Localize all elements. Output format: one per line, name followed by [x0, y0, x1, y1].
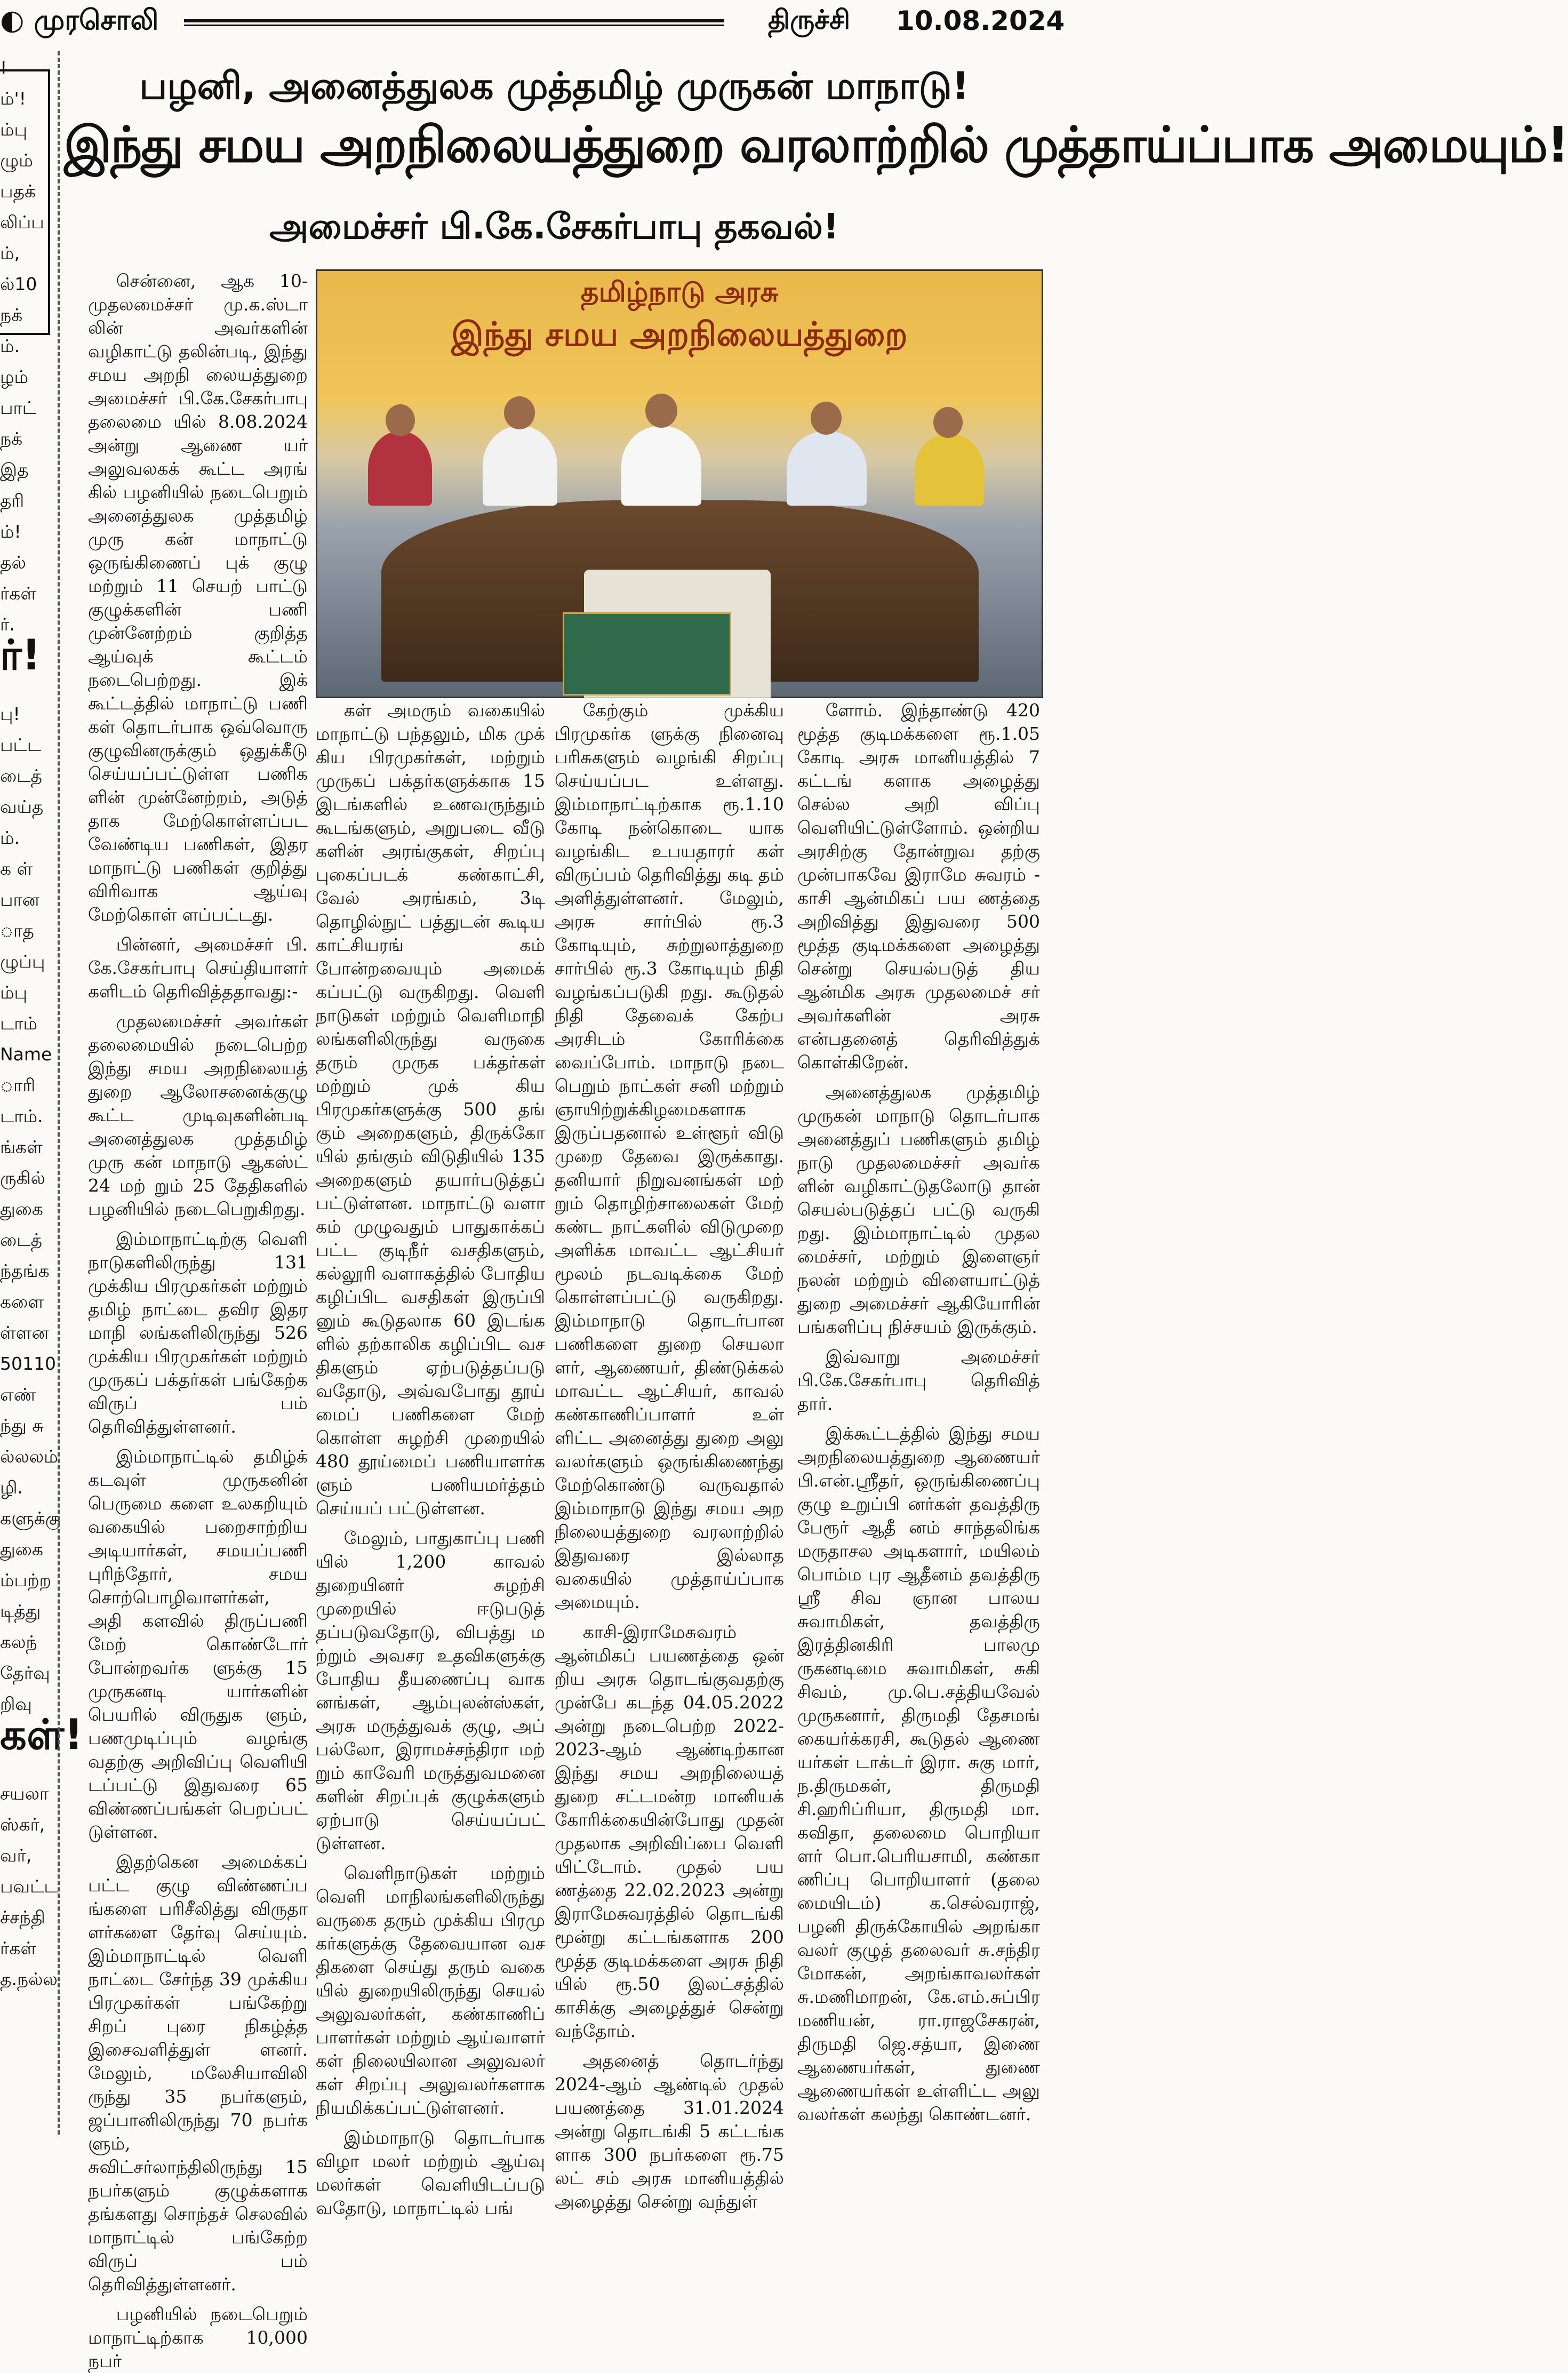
adjacent-text-fragment: ல்லலம்: [0, 1446, 58, 1467]
adjacent-text-fragment: ல்10: [0, 274, 37, 294]
adjacent-text-fragment: ாரி: [0, 1075, 36, 1096]
official-head: [504, 396, 535, 429]
official-head: [933, 407, 963, 438]
adjacent-text-fragment: ம்பற்ற: [0, 1570, 52, 1591]
adjacent-text-fragment: ங்கள்: [0, 1137, 43, 1157]
adjacent-text-fragment: டைத்: [0, 1229, 42, 1250]
adjacent-text-fragment: ர்கள்: [0, 1938, 37, 1959]
adjacent-text-fragment: ருகில்: [0, 1168, 46, 1188]
official-figure: [483, 426, 557, 506]
edition-date: 10.08.2024: [896, 5, 1065, 36]
adjacent-text-fragment: ழம்: [0, 366, 29, 387]
adjacent-text-fragment: தேர்வு: [0, 1663, 50, 1683]
adjacent-text-fragment: சயலா: [0, 1783, 49, 1804]
adjacent-text-fragment: தரி: [0, 490, 25, 511]
article-paragraph: வெளிநாடுகள் மற்றும் வெளி மாநிலங்களிலிருந்து வருகை தரும் முக்கிய பிரமு கர்களுக்கு தேவையான வச திகளை செய்து தரும் வகை யில் துறையிலிருந்து செயல் அலுவலர்கள், கண்காணிப் பாளர்கள் மற்றும் ஆய்வாளர் கள் நிலையிலான அலுவலர் கள் சிறப்பு அலுவலர்களாக நியமிக்கப்பட்டுள்ளனர்.: [316, 1863, 545, 2118]
official-head: [811, 402, 842, 435]
adjacent-text-fragment: நக்: [0, 305, 23, 325]
adjacent-text-fragment: எண்: [0, 1384, 36, 1405]
official-figure: [368, 431, 432, 506]
adjacent-text-fragment: டைத்: [0, 765, 42, 786]
subheadline: அமைச்சர் பி.கே.சேகர்பாபு தகவல்!: [269, 206, 839, 247]
article-paragraph: காசி-இராமேசுவரம் ஆன்மிகப் பயணத்தை ஒன் றிய அரசு தொடங்குவதற்கு முன்பே கடந்த 04.05.2022 அன்று நடைபெற்ற 2022-2023-ஆம் ஆண்டிற்கான இந்து சமய அறநிலையத் துறை சட்டமன்ற மானியக் கோரிக்கையின்போது முதன் முதலாக அறிவிப்பை வெளி யிட்டோம். முதல் பய ணத்தை 22.02.2023 அன்று இராமேசுவரத்தில் தொடங்கி மூன்று கட்டங்களாக 200 மூத்த குடிமக்களை அரசு நிதி யில் ரூ.50 இலட்சத்தில் காசிக்கு அழைத்துச் சென்று வந்தோம்.: [555, 1621, 784, 2041]
adjacent-text-fragment: ம்.: [0, 827, 20, 848]
adjacent-text-fragment: கள்!: [0, 1711, 83, 1759]
adjacent-text-fragment: ம்!: [0, 521, 21, 542]
adjacent-text-fragment: துகை: [0, 1199, 43, 1219]
adjacent-text-fragment: பாட்: [0, 397, 37, 418]
masthead-rule: [184, 19, 724, 26]
article-paragraph: ளோம். இந்தாண்டு 420 மூத்த குடிமக்களை ரூ.1.05 கோடி அரசு மானியத்தில் 7 கட்டங் களாக அழைத்து செல்ல அறி விப்பு வெளியிட்டுள்ளோம். ஒன்றிய அரசிற்கு தோன்றுவ தற்கு முன்பாகவே இராமே சுவரம் - காசி ஆன்மிகப் பய ணத்தை அறிவித்து இதுவரை 500 மூத்த குடிமக்களை அழைத்து சென்று செயல்படுத் திய ஆன்மிக அரசு முதலமைச் சர் அவர்களின் அரசு என்பதனைத் தெரிவித்துக் கொள்கிறேன்.: [797, 700, 1040, 1073]
edition-city: திருச்சி: [768, 4, 851, 35]
adjacent-text-fragment: பவட்ட: [0, 1876, 58, 1897]
photo-banner-line-1: தமிழ்நாடு அரசு: [580, 276, 779, 308]
adjacent-text-fragment: ந்தங்க: [0, 1260, 50, 1281]
article-paragraph: முதலமைச்சர் அவர்கள் தலைமையில் நடைபெற்ற இந்து சமய அறநிலையத் துறை ஆலோசனைக்குழு கூட்ட முடிவுகளின்படி அனைத்துலக முத்தமிழ் முரு கன் மாநாடு ஆகஸ்ட் 24 மற் றும் 25 தேதிகளில் பழனியில் நடைபெறுகிறது.: [88, 1011, 308, 1219]
adjacent-text-fragment: களை: [0, 1291, 44, 1312]
adjacent-article-strip: [0, 51, 83, 2135]
official-head: [645, 394, 677, 428]
adjacent-text-fragment: டாம்.: [0, 1106, 43, 1126]
headline: இந்து சமய அறநிலையத்துறை வரலாற்றில் முத்தாய்ப்பாக அமையும்!: [64, 116, 1568, 173]
official-figure: [915, 434, 984, 506]
adjacent-text-fragment: ழும்: [0, 150, 33, 171]
article-column-1: [88, 269, 308, 2371]
adjacent-text-fragment: ந்து சு: [0, 1415, 44, 1436]
article-paragraph: இம்மாநாட்டில் தமிழ்க் கடவுள் முருகனின் பெருமை களை உலகறியும் வகையில் பறைசாற்றிய அடியார்கள், சமயப்பணி புரிந்தோர், சமய சொற்பொழிவாளர்கள், அதி களவில் திருப்பணி மேற் கொண்டோர் போன்றவர்க ளுக்கு 15 முருகனடி யார்களின் பெயரில் விருதுக ளும், பணமுடிப்பும் வழங்கு வதற்கு அறிவிப்பு வெளியி டப்பட்டு இதுவரை 65 விண்ணப்பங்கள் பெறப்பட் டுள்ளன.: [88, 1446, 308, 1842]
article-paragraph: கள் அமரும் வகையில் மாநாட்டு பந்தலும், மிக முக் கிய பிரமுகர்கள், மற்றும் முருகப் பக்தர்களுக்காக 15 இடங்களில் உணவருந்தும் கூடங்களும், அறுபடை வீடு களின் அரங்குகள், சிறப்பு புகைப்படக் கண்காட்சி, வேல் அரங்கம், 3டி தொழில்நுட் பத்துடன் கூடிய காட்சியரங் கம் போன்றவையும் அமைக் கப்பட்டு வருகிறது. வெளி நாடுகள் மற்றும் வெளிமாநி லங்களிலிருந்து வருகை தரும் முருக பக்தர்கள் மற்றும் முக் கிய பிரமுகர்களுக்கு 500 தங் கும் அறைகளும், திருக்கோ யில் தங்கும் விடுதியில் 135 அறைகளும் தயார்படுத்தப் பட்டுள்ளன. மாநாட்டு வளா கம் முழுவதும் பாதுகாக்கப் பட்ட குடிநீர் வசதிகளும், கல்லூரி வளாகத்தில் போதிய கழிப்பிட வசதிகள் இருப்பி னும் கூடுதலாக 60 இடங்க ளில் தற்காலிக கழிப்பிட வச திகளும் ஏற்படுத்தப்படு வதோடு, அவ்வபோது தூய் மைப் பணிகளை மேற் கொள்ள சுழற்சி முறையில் 480 தூய்மைப் பணியாளர்க ளும் பணியமர்த்தம் செய்யப் பட்டுள்ளன.: [316, 700, 545, 1519]
paper-name: ◐ முரசொலி: [0, 4, 159, 36]
adjacent-text-fragment: ம்பு: [0, 119, 28, 140]
adjacent-text-fragment: றிவு: [0, 1693, 32, 1714]
column-divider: [58, 51, 60, 2135]
article-paragraph: இவ்வாறு அமைச்சர் பி.கே.சேகர்பாபு தெரிவித் தார்.: [797, 1346, 1040, 1414]
adjacent-text-fragment: த.நல்ல: [0, 1969, 58, 1990]
adjacent-text-fragment: களுக்கு: [0, 1508, 61, 1529]
adjacent-text-fragment: ம்'!: [0, 88, 26, 109]
adjacent-text-fragment: ம்.: [0, 335, 20, 356]
official-head: [386, 404, 415, 436]
adjacent-text-fragment: ர்!: [0, 632, 41, 680]
adjacent-text-fragment: 50110: [0, 1353, 56, 1374]
adjacent-text-fragment: ர்.: [0, 614, 15, 635]
article-paragraph: இதற்கென அமைக்கப் பட்ட குழு விண்ணப்ப ங்களை பரிசீலித்து விருதா ளர்களை தேர்வு செய்யும். இம்மாநாட்டில் வெளி நாட்டை சேர்ந்த 39 முக்கிய பிரமுகர்கள் பங்கேற்று சிறப் புரை நிகழ்த்த இசைவளித்துள் ளனர். மேலும், மலேசியாவிலி ருந்து 35 நபர்களும், ஜப்பானிலிருந்து 70 நபர்க ளும், சுவிட்சர்லாந்திலிருந்து 15 நபர்களும் குழுக்களாக தங்களது சொந்தச் செலவில் மாநாட்டில் பங்கேற்ற விருப் பம் தெரிவித்துள்ளனர்.: [88, 1851, 308, 2295]
adjacent-text-fragment: டித்து: [0, 1601, 41, 1621]
adjacent-text-fragment: இத: [0, 459, 29, 480]
adjacent-text-fragment: வர்,: [0, 1845, 32, 1866]
conference-standee: [563, 612, 731, 696]
adjacent-text-fragment: பான: [0, 889, 39, 910]
adjacent-text-fragment: லிப்ப: [0, 212, 44, 233]
official-figure: [787, 431, 867, 506]
adjacent-text-fragment: டாம்: [0, 1013, 38, 1034]
adjacent-text-fragment: தல்: [0, 552, 26, 573]
article-paragraph: இம்மாநாட்டிற்கு வெளி நாடுகளிலிருந்து 131 முக்கிய பிரமுகர்கள் மற்றும் தமிழ் நாட்டை தவிர இதர மாநி லங்களிலிருந்து 526 முக்கிய பிரமுகர்கள் மற்றும் முருகப் பக்தர்கள் பங்கேற்க விருப் பம் தெரிவித்துள்ளனர்.: [88, 1228, 308, 1437]
article-paragraph: கேற்கும் முக்கிய பிரமுகர்க ளுக்கு நினைவு பரிசுகளும் வழங்கி சிறப்பு செய்யப்பட உள்ளது. இம்மாநாட்டிற்காக ரூ.1.10 கோடி நன்கொடை யாக வழங்கிட உபயதாரர் கள் விருப்பம் தெரிவித்து கடி தம் அளித்துள்ளனர். மேலும், அரசு சார்பில் ரூ.3 கோடியும், சுற்றுலாத்துறை சார்பில் ரூ.3 கோடியும் நிதி வழங்கப்படுகி றது. கூடுதல் நிதி தேவைக் கேற்ப அரசிடம் கோரிக்கை வைப்போம். மாநாடு நடை பெறும் நாட்கள் சனி மற்றும் ஞாயிற்றுக்கிழமைகளாக இருப்பதனால் உள்ளூர் விடு முறை தேவை இருக்காது. தனியார் நிறுவனங்கள் மற் றும் தொழிற்சாலைகள் மேற் கண்ட நாட்களில் விடுமுறை அளிக்க மாவட்ட ஆட்சியர் மூலம் நடவடிக்கை மேற் கொள்ளப்பட்டு வருகிறது. இம்மாநாடு தொடர்பான பணிகளை துறை செயலா ளர், ஆணையர், திண்டுக்கல் மாவட்ட ஆட்சியர், காவல் கண்காணிப்பாளர் உள் ளிட்ட அனைத்து துறை அலு வலர்களும் ஒருங்கிணைந்து மேற்கொண்டு வருவதால் இம்மாநாடு இந்து சமய அற நிலையத்துறை வரலாற்றில் இதுவரை இல்லாத வகையில் முத்தாய்ப்பாக அமையும்.: [555, 700, 784, 1612]
adjacent-text-fragment: வய்த: [0, 796, 44, 817]
official-figure: [621, 426, 701, 506]
adjacent-text-fragment: ள்ளன: [0, 1322, 49, 1343]
adjacent-text-fragment: துகை: [0, 1539, 43, 1560]
adjacent-text-fragment: ச்சந்தி: [0, 1907, 45, 1928]
adjacent-text-fragment: !: [0, 57, 7, 78]
article-paragraph: பழனியில் நடைபெறும் மாநாட்டிற்காக 10,000 நபர்: [88, 2304, 308, 2371]
article-paragraph: பின்னர், அமைச்சர் பி. கே.சேகர்பாபு செய்தியாளர் களிடம் தெரிவித்ததாவது:-: [88, 934, 308, 1002]
adjacent-text-fragment: பதக்: [0, 181, 36, 202]
masthead: [0, 0, 1065, 51]
photo-banner-line-2: இந்து சமய அறநிலையத்துறை: [451, 315, 908, 354]
adjacent-text-fragment: பு!: [0, 704, 20, 724]
adjacent-text-fragment: ழுப்பு: [0, 951, 45, 972]
article-paragraph: அதனைத் தொடர்ந்து 2024-ஆம் ஆண்டில் முதல் பயணத்தை 31.01.2024 அன்று தொடங்கி 5 கட்டங்க ளாக 300 நபர்களை ரூ.75 லட் சம் அரசு மானியத்தில் அழைத்து சென்று வந்துள்: [555, 2050, 784, 2212]
adjacent-text-fragment: ாத: [0, 920, 34, 941]
adjacent-text-fragment: ர்கள்: [0, 583, 37, 604]
article-paragraph: அனைத்துலக முத்தமிழ் முருகன் மாநாடு தொடர்பாக அனைத்துப் பணிகளும் தமிழ் நாடு முதலமைச்சர் அவர்க ளின் வழிகாட்டுதலோடு தான் செயல்படுத்தப் பட்டு வருகி றது. இம்மாநாட்டில் முதல மைச்சர், மற்றும் இளைஞர் நலன் மற்றும் விளையாட்டுத் துறை அமைச்சர் ஆகியோரின் பங்களிப்பு நிச்சயம் இருக்கும்.: [797, 1082, 1040, 1337]
adjacent-text-fragment: பட்ட: [0, 734, 42, 755]
article-paragraph: சென்னை, ஆக 10- முதலமைச்சர் மு.க.ஸ்டா லின் அவர்களின் வழிகாட்டு தலின்படி, இந்து சமய அறநி லையத்துறை அமைச்சர் பி.கே.சேகர்பாபு தலைமை யில் 8.08.2024 அன்று ஆணை யர் அலுவலகக் கூட்ட அரங் கில் பழனியில் நடைபெறும் அனைத்துலக முத்தமிழ் முரு கன் மாநாட்டு ஒருங்கிணைப் புக் குழு மற்றும் 11 செயற் பாட்டு குழுக்களின் பணி முன்னேற்றம் குறித்த ஆய்வுக் கூட்டம் நடைபெற்றது. இக் கூட்டத்தில் மாநாட்டு பணி கள் தொடர்பாக ஒவ்வொரு குழுவினருக்கும் ஒதுக்கீடு செய்யப்பட்டுள்ள பணிக ளின் முன்னேற்றம், அடுத் தாக மேற்கொள்ளப்பட வேண்டிய பணிகள், இதர மாநாட்டு பணிகள் குறித்து விரிவாக ஆய்வு மேற்கொள் ளப்பட்டது.: [88, 270, 308, 925]
article-paragraph: இக்கூட்டத்தில் இந்து சமய அறநிலையத்துறை ஆணையர் பி.என்.ஸ்ரீதர், ஒருங்கிணைப்பு குழு உறுப்பி னர்கள் தவத்திரு பேரூர் ஆதீ னம் சாந்தலிங்க மருதாசல அடிகளார், மயிலம் பொம்ம புர ஆதீனம் தவத்திரு ஸ்ரீ சிவ ஞான பாலய சுவாமிகள், தவத்திரு இரத்தினகிரி பாலமு ருகனடிமை சுவாமிகள், சுகி சிவம், மு.பெ.சத்தியவேல் முருகனார், திருமதி தேசமங் கையர்க்கரசி, கூடுதல் ஆணை யர்கள் டாக்டர் இரா. சுகு மார், ந.திருமகள், திருமதி சி.ஹரிப்ரியா, திருமதி மா. கவிதா, தலைமை பொறியா ளர் பொ.பெரியசாமி, கண்கா ணிப்பு பொறியாளர் (தலை மையிடம்) க.செல்வராஜ், பழனி திருக்கோயில் அறங்கா வலர் குழுத் தலைவர் சு.சந்திர மோகன், அறங்காவலர்கள் சு.மணிமாறன், கே.எம்.சுப்பிர மணியன், ரா.ராஜசேகரன், திருமதி ஜெ.சத்யா, இணை ஆணையர்கள், துணை ஆணையர்கள் உள்ளிட்ட அலு வலர்கள் கலந்து கொண்டனர்.: [797, 1423, 1040, 2124]
article-paragraph: மேலும், பாதுகாப்பு பணி யில் 1,200 காவல் துறையினர் சுழற்சி முறையில் ஈடுபடுத் தப்படுவதோடு, விபத்து ம ற்றும் அவசர உதவிகளுக்கு போதிய தீயணைப்பு வாக னங்கள், ஆம்புலன்ஸ்கள், அரசு மருத்துவக் குழு, அப் பல்லோ, இராமச்சந்திரா மற் றும் காவேரி மருத்துவமனை களின் சிறப்புக் குழுக்களும் ஏற்பாடு செய்யப்பட் டுள்ளன.: [316, 1528, 545, 1853]
adjacent-text-fragment: Name: [0, 1044, 52, 1065]
adjacent-text-fragment: ஸ்கர்,: [0, 1814, 45, 1835]
article-column-3: [555, 699, 784, 2212]
adjacent-text-fragment: ம்,: [0, 243, 20, 263]
adjacent-text-fragment: நக்: [0, 428, 23, 449]
adjacent-text-fragment: க ள்: [0, 858, 33, 879]
article-column-4: [797, 699, 1040, 2135]
adjacent-text-fragment: கலந்: [0, 1632, 37, 1652]
article-paragraph: இம்மாநாடு தொடர்பாக விழா மலர் மற்றும் ஆய்வு மலர்கள் வெளியிடப்படு வதோடு, மாநாட்டில் பங்: [316, 2127, 545, 2218]
adjacent-text-fragment: ழி.: [0, 1477, 23, 1498]
adjacent-text-fragment: ம்பு: [0, 982, 28, 1003]
kicker: பழனி, அனைத்துலக முத்தமிழ் முருகன் மாநாடு!: [139, 64, 969, 108]
article-column-2: [316, 699, 545, 2218]
meeting-photo: [316, 269, 1043, 698]
